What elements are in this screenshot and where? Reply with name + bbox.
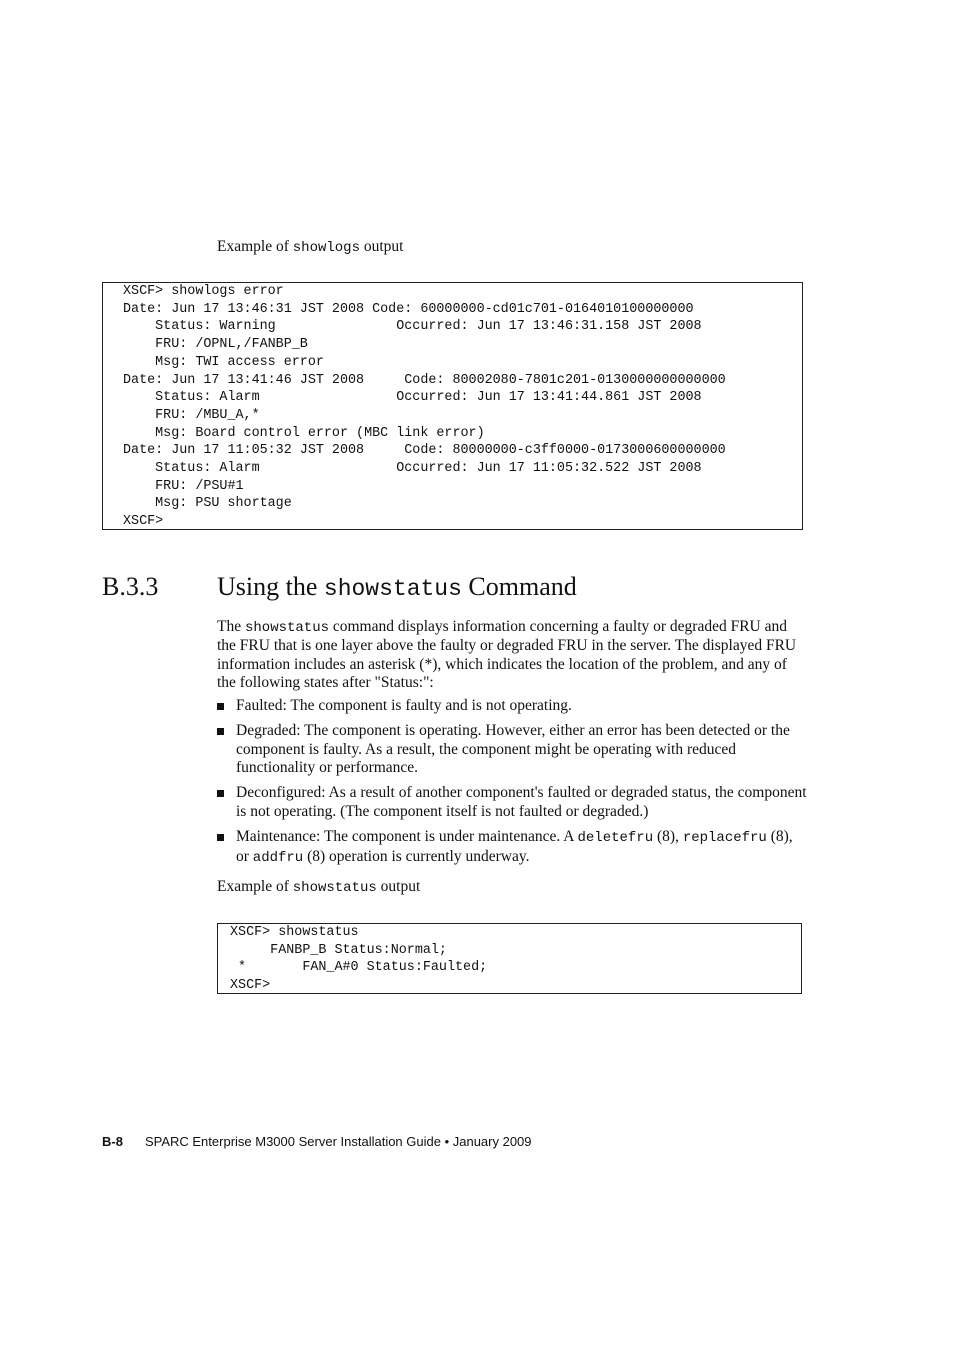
bullet-square-icon xyxy=(217,834,224,841)
inline-code: addfru xyxy=(252,849,304,866)
showstatus-code-block xyxy=(217,923,802,994)
intro-paragraph: The showstatus command displays information concerning a faulty or degraded FRU and the FRU that is one layer above the faulty or degraded FRU in the server. The displayed FRU information includes an asterisk (*), which indicates the location of the problem, and any of the following states after "Status:": xyxy=(217,618,797,691)
showstatus-code-text: XSCF> showstatus FANBP_B Status:Normal; * FAN_A#0 Status:Faulted; XSCF> xyxy=(230,925,488,994)
list-item: Degraded: The component is operating. However, either an error has been detected or the component is faulty. As a result, the component might be operating with reduced functionality or performance. xyxy=(217,722,807,778)
showstatus-example-caption: Example of showstatus output xyxy=(217,878,421,896)
showlogs-code-text: XSCF> showlogs error Date: Jun 17 13:46:31 JST 2008 Code: 60000000-cd01c701-0164010100000000 Status: Warning Occurred: Jun 17 13:46:31.158 JST 2008 FRU: /OPNL,/FANBP_B Msg: TWI access error Date: Jun 17 13:41:46 JST 2008 Code: 80002080-7801c201-0130000000000000 Status: Alarm Occurred: Jun 17 13:41:44.861 JST 2008 FRU: /MBU_A,* Msg: Board control error (MBC link error) Date: Jun 17 11:05:32 JST 2008 Code: 80000000-c3ff0000-0173000600000000 Status: Alarm Occurred: Jun 17 11:05:32.522 JST 2008 FRU: /PSU#1 Msg: PSU shortage XSCF> xyxy=(123,284,726,530)
list-item: Maintenance: The component is under maintenance. A deletefru (8), replacefru (8), or addfru (8) operation is currently underway. xyxy=(217,828,807,867)
footer-text: SPARC Enterprise M3000 Server Installation Guide • January 2009 xyxy=(144,1134,532,1149)
bullet-square-icon xyxy=(217,790,224,797)
list-item: Deconfigured: As a result of another component's faulted or degraded status, the component is not operating. (The component itself is not faulted or degraded.) xyxy=(217,784,807,821)
showlogs-code-block xyxy=(102,282,803,530)
bullet-square-icon xyxy=(217,703,224,710)
section-title: Using the showstatus Command xyxy=(217,572,577,602)
section-number: B.3.3 xyxy=(102,572,159,601)
inline-code: showstatus xyxy=(323,576,462,602)
status-list xyxy=(217,697,807,874)
bullet-square-icon xyxy=(217,728,224,735)
list-item: Faulted: The component is faulty and is not operating. xyxy=(217,697,807,716)
inline-code: deletefru xyxy=(577,830,654,847)
page-footer xyxy=(102,1133,532,1150)
inline-code: showstatus xyxy=(292,880,377,896)
showlogs-example-caption: Example of showlogs output xyxy=(217,238,404,256)
inline-code: replacefru xyxy=(682,830,767,847)
inline-code: showlogs xyxy=(292,240,360,256)
page-number: B-8 xyxy=(102,1134,123,1149)
inline-code: showstatus xyxy=(244,620,329,636)
